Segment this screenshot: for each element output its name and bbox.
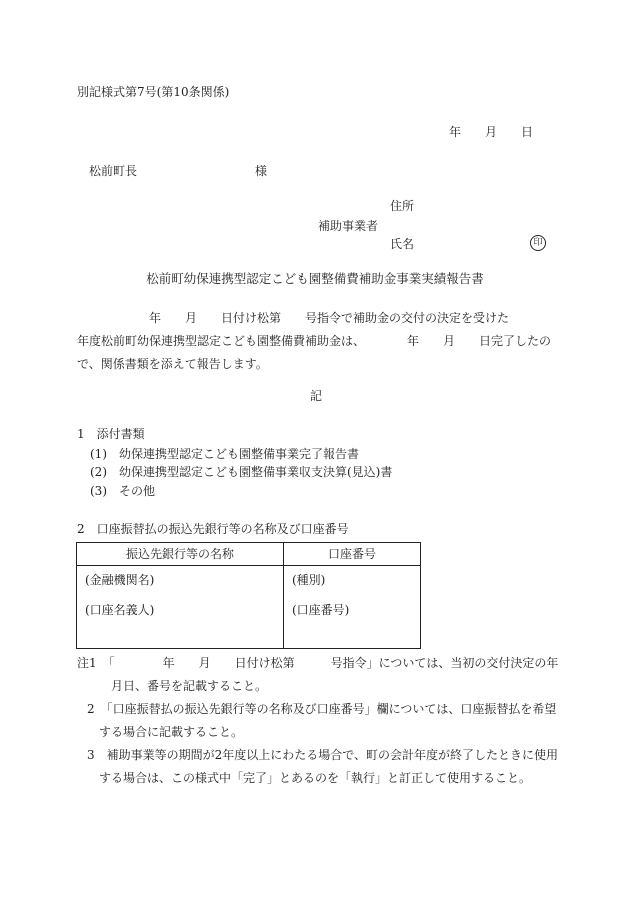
bank-name-cell[interactable] xyxy=(77,566,284,649)
account-type-label: (種別) xyxy=(292,573,326,587)
bank-account-table xyxy=(76,542,421,649)
applicant-role-label: 補助事業者 xyxy=(318,219,379,233)
date-line: 年 月 日 xyxy=(449,125,534,139)
name-label: 氏名 xyxy=(390,237,415,251)
notes xyxy=(77,652,565,790)
section1-heading: 1 添付書類 xyxy=(77,427,145,441)
form-number: 別記様式第7号(第10条関係) xyxy=(77,85,230,99)
bank-name-header: 振込先銀行等の名称 xyxy=(77,543,284,566)
account-holder-label: (口座名義人) xyxy=(85,603,155,617)
ki-heading: 記 xyxy=(310,389,323,403)
note-1: 注1 「 年 月 日付け松第 号指令」については、当初の交付決定の年月日、番号を記載すること。 xyxy=(77,656,559,693)
note-2: 2 「口座振替払の振込先銀行等の名称及び口座番号」欄については、口座振替払を希望する場合に記載すること。 xyxy=(87,702,557,739)
seal-mark: 印 xyxy=(530,235,546,251)
body-paragraph: 年 月 日付け松第 号指令で補助金の交付の決定を受けた 年度松前町幼保連携型認定こども園整備費補助金は、 年 月 日完了したので、関係書類を添えて報告します。 xyxy=(77,311,570,371)
attachment-item: (1) 幼保連携型認定こども園整備事業完了報告書 xyxy=(90,447,359,461)
financial-institution-label: (金融機関名) xyxy=(85,573,155,587)
address-label: 住所 xyxy=(390,199,415,213)
account-number-cell[interactable] xyxy=(284,566,421,649)
note-3: 3 補助事業等の期間が2年度以上にわたる場合で、町の会計年度が終了したときに使用する場合は、この様式中「完了」とあるのを「執行」と訂正して使用すること。 xyxy=(87,748,559,785)
account-number-label: (口座番号) xyxy=(292,603,350,617)
document-title: 松前町幼保連携型認定こども園整備費補助金事業実績報告書 xyxy=(146,271,484,286)
attachment-item: (3) その他 xyxy=(90,484,155,498)
recipient: 松前町長 xyxy=(89,164,138,178)
honorific: 様 xyxy=(255,164,268,178)
account-number-header: 口座番号 xyxy=(284,543,421,566)
section2-heading: 2 口座振替払の振込先銀行等の名称及び口座番号 xyxy=(77,522,349,536)
attachment-item: (2) 幼保連携型認定こども園整備事業収支決算(見込)書 xyxy=(90,465,393,479)
